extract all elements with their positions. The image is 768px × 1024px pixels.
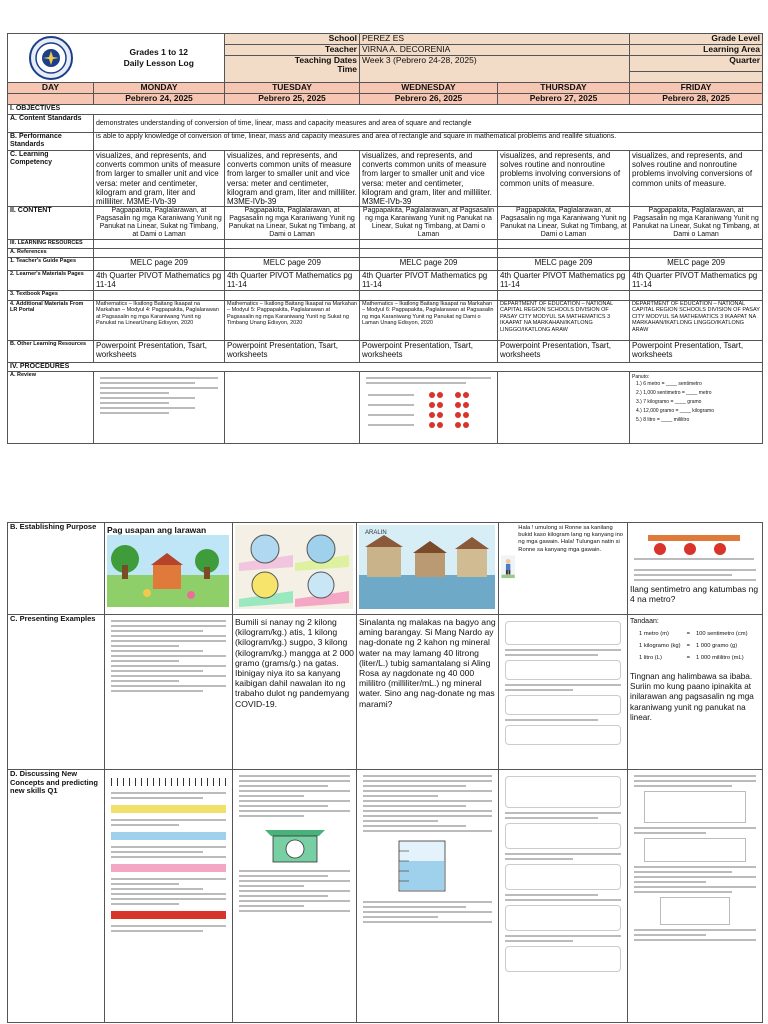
content-standards-text: demonstrates understanding of conversion of time, linear, mass and capacity measures and area of square and rectangle <box>94 115 763 133</box>
other-thursday: Powerpoint Presentation, Tsart, worksheets <box>498 340 630 362</box>
learners-materials-tuesday: 4th Quarter PIVOT Mathematics pg 11-14 <box>225 271 360 290</box>
review-friday-worksheet <box>630 371 763 443</box>
grade-level-label: Grade Level <box>630 34 763 45</box>
conversion-row <box>636 652 751 664</box>
review-friday-item-4: 4.) 12,000 gramo = ____ kilogramo <box>636 407 714 414</box>
establishing-monday <box>105 523 233 615</box>
content-label: II. CONTENT <box>8 207 94 240</box>
discussing-label: D. Discussing New Concepts and predicting new skills Q1 <box>8 770 105 1023</box>
discussing-friday <box>628 770 763 1023</box>
conversion-value: 1 000 mililitro (mL) <box>695 655 744 661</box>
other-tuesday: Powerpoint Presentation, Tsart, worksheets <box>225 340 360 362</box>
teaching-dates-value: Week 3 (Pebrero 24-28, 2025) <box>360 56 630 83</box>
quarter-label: Quarter <box>630 56 763 72</box>
apples-icon <box>362 387 490 435</box>
establishing-wednesday <box>357 523 499 615</box>
conversion-equals: = <box>686 643 690 649</box>
conversion-row <box>636 628 751 640</box>
content-standards-label: A. Content Standards <box>8 115 94 133</box>
procedures-title: IV. PROCEDURES <box>8 362 763 371</box>
presenting-thursday <box>499 615 628 770</box>
teaching-dates-label-line2: Time <box>337 64 357 74</box>
teacher-value: VIRNA A. DECORENIA <box>360 45 630 56</box>
establishing-thursday <box>499 523 628 615</box>
presenting-examples-label: C. Presenting Examples <box>8 615 105 770</box>
review-friday-item-5: 5.) 8 litro = ____ mililitro <box>636 416 690 423</box>
conversion-value: 1 000 gramo (g) <box>695 643 738 649</box>
teaching-dates-label-line1: Teaching Dates <box>294 55 357 65</box>
objectives-title: I. OBJECTIVES <box>8 105 763 115</box>
additional-tuesday: Mathematics – Ikatlong Baitang Ikaapat na Markahan – Modyul 5: Pagpapakita, Paglalarawan at Pagsasalin ng mga Karaniwang Yunit ng Sukat ng Timbang Unang Edisyon, 2020 <box>225 300 360 340</box>
day-wednesday: WEDNESDAY <box>360 83 498 94</box>
form-title-line2: Daily Lesson Log <box>123 58 194 68</box>
establishing-friday-question: Ilang sentimetro ang katumbas ng 4 na metro? <box>630 584 759 604</box>
additional-materials-label: 4. Additional Materials From LR Portal <box>8 300 94 340</box>
day-thursday: THURSDAY <box>498 83 630 94</box>
content-wednesday: Pagpapakita, Paglalarawan, at Pagsasalin ng mga Karaniwang Yunit ng Panukat na Linear, Sukat ng Timbang, at Dami o Laman <box>360 207 498 240</box>
conversion-value: 100 sentimetro (cm) <box>695 631 748 637</box>
learners-materials-wednesday: 4th Quarter PIVOT Mathematics pg 11-14 <box>360 271 498 290</box>
discussing-wednesday <box>357 770 499 1023</box>
competency-wednesday: visualizes, and represents, and converts common units of measure from larger to smaller unit and vice versa: meter and centimeter, kilogram and gram, liter and milliliter. M3ME-IVb-39 <box>360 151 498 207</box>
farmer-boy-icon <box>501 525 515 609</box>
establishing-tuesday <box>233 523 357 615</box>
additional-wednesday: Mathematics – Ikatlong Baitang Ikaapat na Markahan – Modyul 6: Pagpapakita, Paglalarawan at Pagsasalin ng mga Karaniwang Yunit ng Panukat ng Dami o Laman Unang Edisyon, 2020 <box>360 300 498 340</box>
date-wednesday: Pebrero 26, 2025 <box>360 94 498 105</box>
presenting-friday <box>628 615 763 770</box>
learners-materials-monday: 4th Quarter PIVOT Mathematics pg 11-14 <box>94 271 225 290</box>
presenting-tuesday-text: Bumili si nanay ng 2 kilong (kilogram/kg.) atis, 1 kilong (kilogram/kg.) sugpo, 3 kilong (kilogram/kg.) mangga at 2 000 gramo (grams/g.) na gatas. Ibinigay niya ito sa kanyang kaibigan dahil nawalan ito ng trabaho dulot ng pandemyang COVID-19. <box>233 615 357 770</box>
date-thursday: Pebrero 27, 2025 <box>498 94 630 105</box>
competency-friday: visualizes, and represents, and solves routine and nonroutine problems involving conversions of common units of measure. <box>630 151 763 207</box>
measuring-figure-icon <box>630 525 758 563</box>
review-friday-title: Panuto: <box>632 373 650 380</box>
scale-icon <box>235 820 353 864</box>
establishing-friday <box>628 523 763 615</box>
competency-monday: visualizes, and represents, and converts common units of measure from larger to smaller unit and vice versa: meter and centimeter, kilogram and gram, liter and milliliter. M3ME-IVb-39 <box>94 151 225 207</box>
discussing-tuesday <box>233 770 357 1023</box>
review-friday-item-3: 3.) 7 kilogramo = ____ gramo <box>636 398 702 405</box>
review-wednesday-worksheet <box>360 371 498 443</box>
form-title-line1: Grades 1 to 12 <box>129 47 189 57</box>
performance-standards-label: B. Performance Standards <box>8 133 94 151</box>
conversion-unit: 1 metro (m) <box>639 631 669 637</box>
presenting-friday-text: Tingnan ang halimbawa sa ibaba. Suriin mo kung paano ipinakita at inilarawan ang pagsasalin ng mga karaniwang yunit ng panukat na linear. <box>630 672 754 722</box>
form-title <box>94 34 225 83</box>
review-friday-item-2: 2.) 1,000 sentimetro = ____ metro <box>636 389 712 396</box>
day-friday: FRIDAY <box>630 83 763 94</box>
school-label: School <box>225 34 360 45</box>
presenting-monday <box>105 615 233 770</box>
svg-text:ARALIN: ARALIN <box>365 530 387 536</box>
conversion-row <box>636 640 751 652</box>
date-tuesday: Pebrero 25, 2025 <box>225 94 360 105</box>
content-tuesday: Pagpapakita, Paglalarawan, at Pagsasalin ng mga Karaniwang Yunit ng Panukat na Linear, Sukat ng Timbang, at Dami o Laman <box>225 207 360 240</box>
competency-tuesday: visualizes, and represents, and converts common units of measure from larger to smaller unit and vice versa: meter and centimeter, kilogram and gram, liter and milliliter. M3ME-IVb-39 <box>225 151 360 207</box>
conversion-unit: 1 kilogramo (kg) <box>639 643 681 649</box>
teachers-guide-label: 1. Teacher's Guide Pages <box>8 258 94 271</box>
references-label: A. References <box>8 249 94 258</box>
learning-resources-title: III. LEARNING RESOURCES <box>8 240 94 249</box>
review-monday-worksheet <box>94 371 225 443</box>
additional-monday: Mathematics – Ikatlong Baitang Ikaapat na Markahan – Modyul 4: Pagpapakita, Paglalarawan at Pagsasalin ng mga Karaniwang Yunit ng Panukat na LinearUnang Edisyon, 2020 <box>94 300 225 340</box>
daily-lesson-log-table-page2 <box>7 522 763 1023</box>
learning-area-label: Learning Area <box>630 45 763 56</box>
deped-seal-icon <box>29 36 73 80</box>
teaching-dates-label <box>225 56 360 83</box>
performance-standards-text: is able to apply knowledge of conversion of time, linear, mass and capacity measures and area of rectangle and square in mathematical problems and reallife situations. <box>94 133 763 151</box>
review-friday-item-1: 1.) 6 metro = ____ sentimetro <box>636 380 702 387</box>
additional-friday: DEPARTMENT OF EDUCATION – NATIONAL CAPITAL REGION SCHOOLS DIVISION OF PASAY CITY MODYUL SA MATHEMATICS 3 IKAAPAT NA MARKAHAN/IKATLONG LINGGO/IKATLONG ARAW <box>630 300 763 340</box>
review-thursday-blank <box>498 371 630 443</box>
header-spacer <box>630 72 763 83</box>
park-scene-icon <box>107 535 229 607</box>
other-friday: Powerpoint Presentation, Tsart, worksheets <box>630 340 763 362</box>
day-monday: MONDAY <box>94 83 225 94</box>
textbook-pages-label: 3. Textbook Pages <box>8 290 94 300</box>
learners-materials-thursday: 4th Quarter PIVOT Mathematics pg 11-14 <box>498 271 630 290</box>
measuring-cup-icon <box>359 835 495 895</box>
discussing-monday <box>105 770 233 1023</box>
daily-lesson-log-table-page1 <box>7 33 763 444</box>
establishing-thursday-text: Hala ! umulong si Ronne sa kanilang bukid kaso kilogram lang ng kanyang ino ng mga gawain. Hala! Tulungan natin si Ronne sa kanyang mga gawain. <box>518 525 624 553</box>
teachers-guide-monday: MELC page 209 <box>94 258 225 271</box>
other-monday: Powerpoint Presentation, Tsart, worksheets <box>94 340 225 362</box>
day-label: DAY <box>8 83 94 94</box>
conversion-table <box>636 628 751 664</box>
logo-cell <box>8 34 94 83</box>
learners-materials-friday: 4th Quarter PIVOT Mathematics pg 11-14 <box>630 271 763 290</box>
presenting-wednesday-text: Sinalanta ng malakas na bagyo ang aming barangay. Si Mang Nardo ay nag-donate ng 2 kahon ng mineral water na may lamang 40 litrong (liter/L.) tubig samantalang si Aling Rosa ay nagdonate ng 40 000 mililitro (milliliter/mL.) ng mineral water. Sino ang nag-donate ng mas marami? <box>357 615 499 770</box>
learning-competency-label: C. Learning Competency <box>8 151 94 207</box>
competency-thursday: visualizes, and represents, and solves routine and nonroutine problems involving conversions of common units of measure. <box>498 151 630 207</box>
school-value: PEREZ ES <box>360 34 630 45</box>
teachers-guide-friday: MELC page 209 <box>630 258 763 271</box>
conversion-unit: 1 litro (L) <box>639 655 662 661</box>
conversion-equals: = <box>686 655 690 661</box>
discussing-thursday <box>499 770 628 1023</box>
content-monday: Pagpapakita, Paglalarawan, at Pagsasalin ng mga Karaniwang Yunit ng Panukat na Linear, Sukat ng Timbang, at Dami o Laman <box>94 207 225 240</box>
review-tuesday-blank <box>225 371 360 443</box>
additional-thursday: DEPARTMENT OF EDUCATION – NATIONAL CAPITAL REGION SCHOOLS DIVISION OF PASAY CITY MODYUL SA MATHEMATICS 3 IKAAPAT NA MARKAHAN/IKATLONG LINGGO/IKATLONG ARAW <box>498 300 630 340</box>
establishing-purpose-label: B. Establishing Purpose <box>8 523 105 615</box>
day-tuesday: TUESDAY <box>225 83 360 94</box>
content-friday: Pagpapakita, Paglalarawan, at Pagsasalin ng mga Karaniwang Yunit ng Panukat na Linear, Sukat ng Timbang, at Dami o Laman <box>630 207 763 240</box>
flood-scene-icon <box>359 525 495 609</box>
establishing-monday-caption: Pag usapan ang larawan <box>107 525 207 535</box>
date-blank <box>8 94 94 105</box>
teachers-guide-thursday: MELC page 209 <box>498 258 630 271</box>
teacher-label: Teacher <box>225 45 360 56</box>
conversion-equals: = <box>686 631 690 637</box>
date-friday: Pebrero 28, 2025 <box>630 94 763 105</box>
presenting-friday-heading: Tandaan: <box>630 618 659 625</box>
teachers-guide-wednesday: MELC page 209 <box>360 258 498 271</box>
date-monday: Pebrero 24, 2025 <box>94 94 225 105</box>
other-resources-label: B. Other Learning Resources <box>8 340 94 362</box>
teachers-guide-tuesday: MELC page 209 <box>225 258 360 271</box>
other-wednesday: Powerpoint Presentation, Tsart, worksheets <box>360 340 498 362</box>
content-thursday: Pagpapakita, Paglalarawan, at Pagsasalin ng mga Karaniwang Yunit ng Panukat na Linear, Sukat ng Timbang, at Dami o Laman <box>498 207 630 240</box>
review-label: A. Review <box>8 371 94 443</box>
weighing-scales-icon <box>235 525 353 609</box>
learners-materials-label: 2. Learner's Materials Pages <box>8 271 94 290</box>
